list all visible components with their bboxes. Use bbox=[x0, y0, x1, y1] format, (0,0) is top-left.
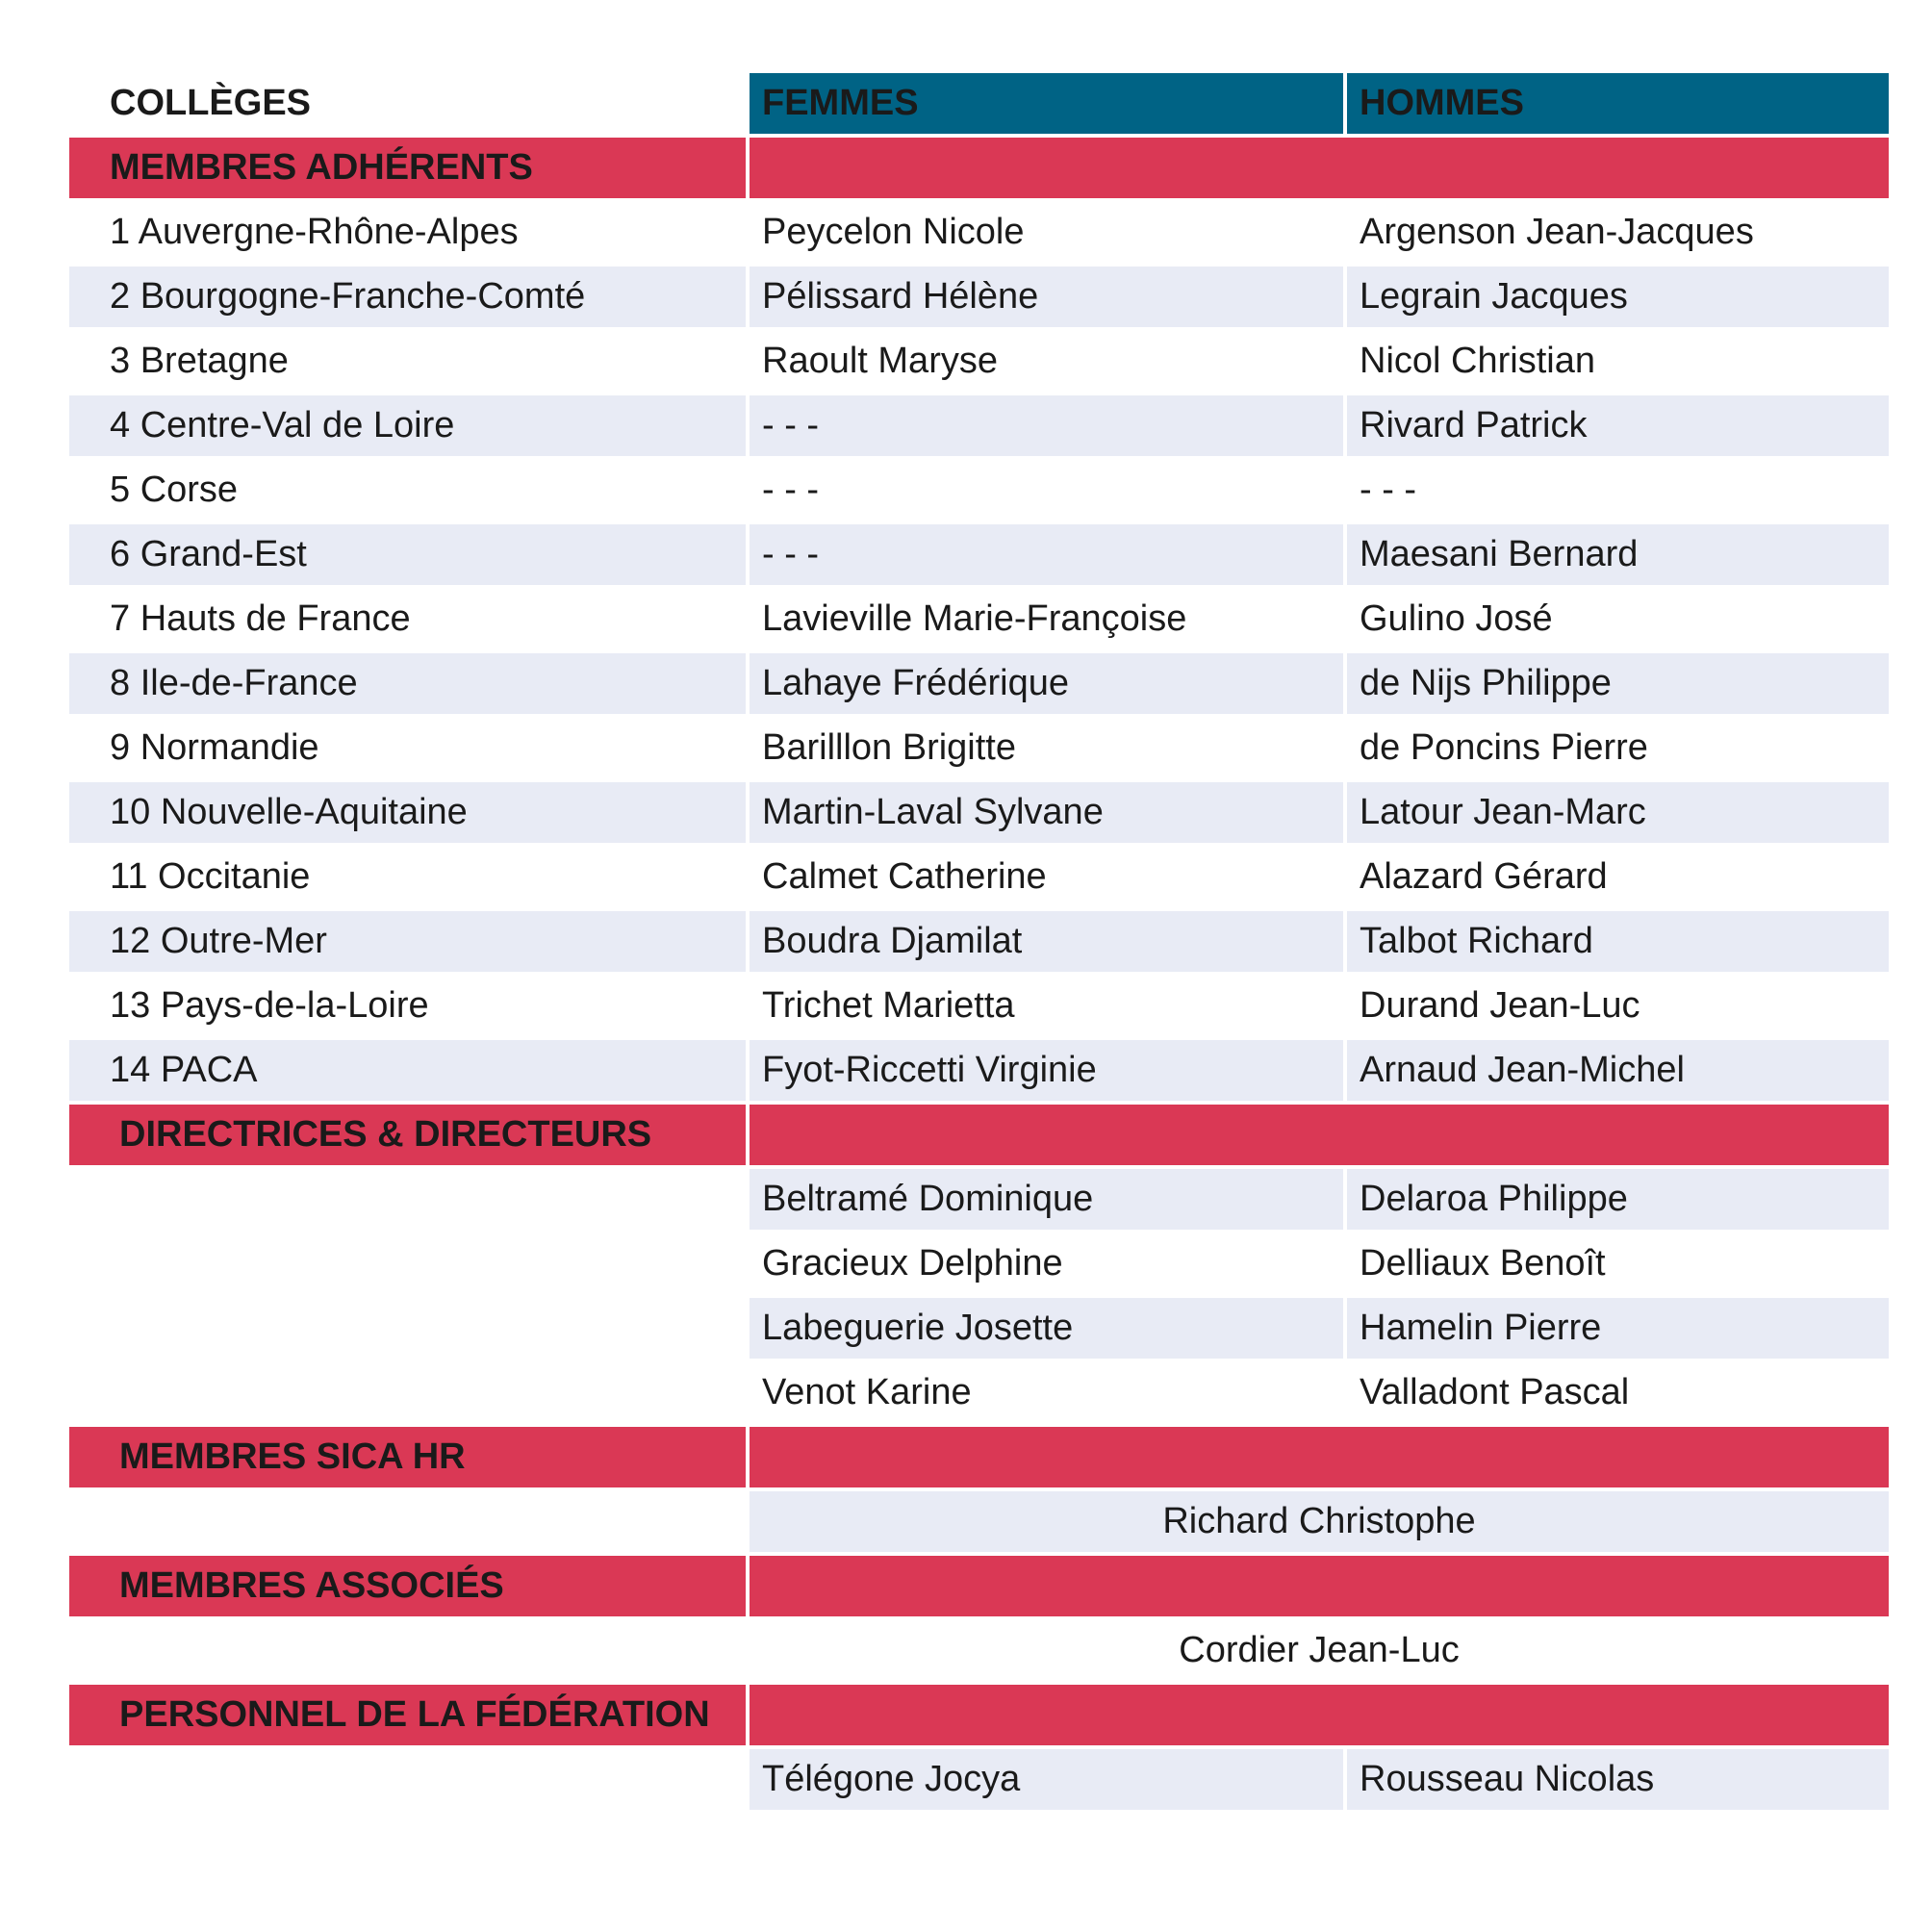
homme-name: Delliaux Benoît bbox=[1360, 1243, 1606, 1284]
table-row bbox=[69, 1233, 1889, 1294]
femme-name: Gracieux Delphine bbox=[762, 1243, 1063, 1284]
femme-name: Calmet Catherine bbox=[762, 856, 1047, 897]
college-name: 3 Bretagne bbox=[110, 341, 289, 381]
colleges-header: COLLÈGES bbox=[110, 83, 312, 123]
femme-name: Lavieville Marie-Françoise bbox=[762, 598, 1187, 639]
empty-cell bbox=[69, 1169, 746, 1230]
homme-name: Arnaud Jean-Michel bbox=[1347, 1040, 1889, 1101]
college-name: 13 Pays-de-la-Loire bbox=[110, 985, 429, 1026]
section-membres-adherents bbox=[69, 138, 1889, 198]
college-name: 6 Grand-Est bbox=[69, 524, 746, 585]
homme-name: Nicol Christian bbox=[1360, 341, 1595, 381]
section-title: MEMBRES SICA HR bbox=[69, 1427, 746, 1487]
femme-name: - - - bbox=[750, 395, 1343, 456]
table-row bbox=[69, 331, 1889, 392]
sica-member-name: Richard Christophe bbox=[750, 1491, 1889, 1552]
table-row bbox=[69, 782, 1889, 843]
empty-cell bbox=[69, 1362, 746, 1423]
table-row bbox=[69, 1491, 1889, 1552]
section-title: DIRECTRICES & DIRECTEURS bbox=[69, 1105, 746, 1165]
section-bar bbox=[750, 1427, 1889, 1487]
homme-name: - - - bbox=[1360, 470, 1417, 510]
table-row bbox=[69, 847, 1889, 907]
femme-name: - - - bbox=[762, 470, 820, 510]
section-bar bbox=[750, 1105, 1889, 1165]
section-personnel bbox=[69, 1685, 1889, 1745]
college-name: 8 Ile-de-France bbox=[69, 653, 746, 714]
college-name: 1 Auvergne-Rhône-Alpes bbox=[110, 212, 519, 252]
homme-name: Delaroa Philippe bbox=[1347, 1169, 1889, 1230]
femme-name: Raoult Maryse bbox=[762, 341, 998, 381]
femme-name: Martin-Laval Sylvane bbox=[750, 782, 1343, 843]
homme-name: Durand Jean-Luc bbox=[1360, 985, 1640, 1026]
table-row bbox=[69, 1620, 1889, 1681]
homme-name: Latour Jean-Marc bbox=[1347, 782, 1889, 843]
empty-cell bbox=[69, 1233, 746, 1294]
homme-name: Argenson Jean-Jacques bbox=[1360, 212, 1754, 252]
femme-name: Beltramé Dominique bbox=[750, 1169, 1343, 1230]
section-title: PERSONNEL DE LA FÉDÉRATION bbox=[69, 1685, 746, 1745]
section-bar bbox=[750, 1556, 1889, 1616]
table-row bbox=[69, 976, 1889, 1036]
table-row bbox=[69, 1749, 1889, 1810]
homme-name: Gulino José bbox=[1360, 598, 1553, 639]
empty-cell bbox=[69, 1749, 746, 1810]
homme-name: Talbot Richard bbox=[1347, 911, 1889, 972]
homme-name: Rivard Patrick bbox=[1347, 395, 1889, 456]
table-row bbox=[69, 653, 1889, 714]
femme-name: Venot Karine bbox=[762, 1372, 972, 1412]
homme-name: Legrain Jacques bbox=[1347, 267, 1889, 327]
homme-name: Rousseau Nicolas bbox=[1347, 1749, 1889, 1810]
femme-name: Labeguerie Josette bbox=[750, 1298, 1343, 1359]
college-name: 4 Centre-Val de Loire bbox=[69, 395, 746, 456]
empty-cell bbox=[69, 1298, 746, 1359]
table-row bbox=[69, 460, 1889, 521]
femme-name: Lahaye Frédérique bbox=[750, 653, 1343, 714]
section-associes bbox=[69, 1556, 1889, 1616]
empty-cell bbox=[69, 1491, 746, 1552]
homme-name: Hamelin Pierre bbox=[1347, 1298, 1889, 1359]
associe-member-name: Cordier Jean-Luc bbox=[1179, 1630, 1460, 1670]
college-name: 9 Normandie bbox=[110, 727, 319, 768]
college-name: 11 Occitanie bbox=[110, 856, 311, 897]
femmes-header: FEMMES bbox=[750, 73, 1343, 134]
section-title: MEMBRES ASSOCIÉS bbox=[69, 1556, 746, 1616]
section-directeurs bbox=[69, 1105, 1889, 1165]
femme-name: Trichet Marietta bbox=[762, 985, 1015, 1026]
table-row bbox=[69, 589, 1889, 649]
homme-name: Alazard Gérard bbox=[1360, 856, 1608, 897]
table-row bbox=[69, 267, 1889, 327]
homme-name: de Poncins Pierre bbox=[1360, 727, 1648, 768]
table-row bbox=[69, 911, 1889, 972]
college-name: 10 Nouvelle-Aquitaine bbox=[69, 782, 746, 843]
table-row bbox=[69, 1169, 1889, 1230]
table-row bbox=[69, 524, 1889, 585]
table-row bbox=[69, 718, 1889, 778]
femme-name: Fyot-Riccetti Virginie bbox=[750, 1040, 1343, 1101]
homme-name: Maesani Bernard bbox=[1347, 524, 1889, 585]
section-title: MEMBRES ADHÉRENTS bbox=[69, 138, 746, 198]
table-row bbox=[69, 1298, 1889, 1359]
femme-name: - - - bbox=[750, 524, 1343, 585]
homme-name: Valladont Pascal bbox=[1360, 1372, 1630, 1412]
college-name: 12 Outre-Mer bbox=[69, 911, 746, 972]
college-name: 7 Hauts de France bbox=[110, 598, 411, 639]
section-sica-hr bbox=[69, 1427, 1889, 1487]
table-row bbox=[69, 202, 1889, 263]
section-bar bbox=[750, 1685, 1889, 1745]
section-bar bbox=[750, 138, 1889, 198]
empty-cell bbox=[69, 1620, 746, 1681]
femme-name: Boudra Djamilat bbox=[750, 911, 1343, 972]
college-name: 5 Corse bbox=[110, 470, 239, 510]
college-name: 14 PACA bbox=[69, 1040, 746, 1101]
femme-name: Télégone Jocya bbox=[750, 1749, 1343, 1810]
college-table bbox=[65, 69, 1893, 1814]
college-composition-document bbox=[65, 69, 1884, 1814]
femme-name: Barilllon Brigitte bbox=[762, 727, 1016, 768]
college-name: 2 Bourgogne-Franche-Comté bbox=[69, 267, 746, 327]
homme-name: de Nijs Philippe bbox=[1347, 653, 1889, 714]
femme-name: Pélissard Hélène bbox=[750, 267, 1343, 327]
table-row bbox=[69, 1040, 1889, 1101]
hommes-header: HOMMES bbox=[1347, 73, 1889, 134]
header-row bbox=[69, 73, 1889, 134]
femme-name: Peycelon Nicole bbox=[762, 212, 1025, 252]
table-row bbox=[69, 1362, 1889, 1423]
table-row bbox=[69, 395, 1889, 456]
